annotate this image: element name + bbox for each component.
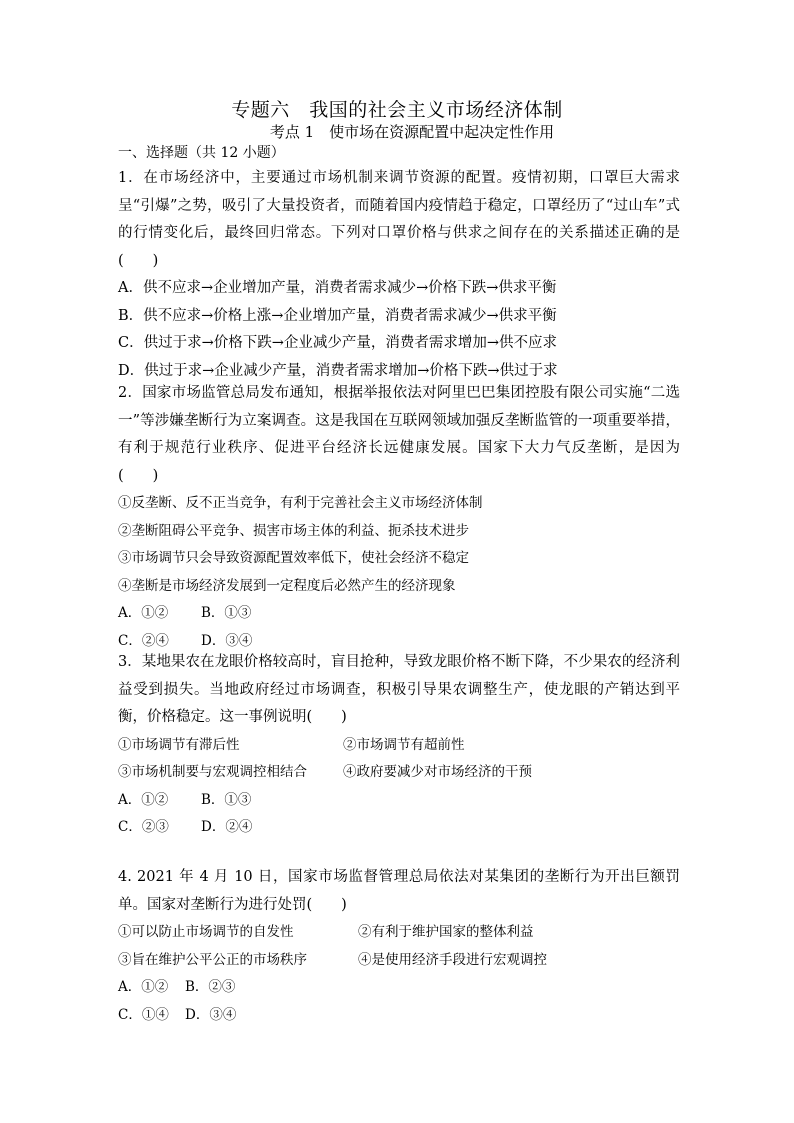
statement-4: ④是使用经济手段进行宏观调控 xyxy=(358,951,547,968)
question-stem: 3．某地果农在龙眼价格较高时，盲目抢种，导致龙眼价格不断下降，不少果农的经济利益受到损失。当地政府经过市场调查，积极引导果农调整生产，使龙眼的产销达到平衡，价格稳定。这一事例说明( ) xyxy=(118,654,680,725)
statement-1: ①可以防止市场调节的自发性 xyxy=(118,924,294,940)
choice-a: A．①② xyxy=(118,979,169,995)
statement-row xyxy=(118,759,680,787)
statement-1: ①反垄断、反不正当竞争，有利于完善社会主义市场经济体制 xyxy=(118,495,483,511)
statement-3: ③旨在维护公平公正的市场秩序 xyxy=(118,951,307,968)
statement-2: ②市场调节有超前性 xyxy=(343,736,465,753)
question-stem: 4. 2021 年 4 月 10 日，国家市场监督管理总局依法对某集团的垄断行为开出巨额罚单。国家对垄断行为进行处罚( ) xyxy=(118,869,680,913)
statement-1: ①市场调节有滞后性 xyxy=(118,736,240,753)
statement-2: ②有利于维护国家的整体利益 xyxy=(358,924,534,940)
choice-row xyxy=(118,814,680,842)
statement-row xyxy=(118,732,680,760)
option-c: C．供过于求→价格下跌→企业减少产量，消费者需求增加→供不应求 xyxy=(118,335,558,351)
statement-row xyxy=(118,947,680,975)
choice-row xyxy=(118,1002,680,1030)
page-subtitle: 考点 1 使市场在资源配置中起决定性作用 xyxy=(269,123,555,141)
option-a: A．供不应求→企业增加产量，消费者需求减少→价格下跌→供求平衡 xyxy=(118,280,557,296)
choice-a: A．①② xyxy=(118,605,169,621)
choice-d: D．③④ xyxy=(201,632,253,649)
choice-c: C．①④ xyxy=(118,1006,169,1023)
choice-b: B．①③ xyxy=(201,791,252,808)
choice-b: B．①③ xyxy=(201,605,252,621)
option-d: D．供过于求→企业减少产量，消费者需求增加→价格下跌→供过于求 xyxy=(118,362,558,379)
question-stem: 2．国家市场监管总局发布通知，根据举报依法对阿里巴巴集团控股有限公司实施“二选一”等涉嫌垄断行为立案调查。这是我国在互联网领域加强反垄断监管的一项重要举措，有利于规范行业秩序、促进平台经济长远健康发展。国家下大力气反垄断，是因为( ) xyxy=(118,385,680,484)
choice-row xyxy=(118,787,680,815)
statement-4: ④垄断是市场经济发展到一定程度后必然产生的经济现象 xyxy=(118,577,456,594)
choice-c: C．②③ xyxy=(118,819,169,835)
statement-4: ④政府要减少对市场经济的干预 xyxy=(343,764,532,780)
question-4 xyxy=(118,864,680,1029)
question-1 xyxy=(118,165,680,385)
choice-row xyxy=(118,600,680,628)
statement-3: ③市场调节只会导致资源配置效率低下，使社会经济不稳定 xyxy=(118,550,469,566)
statement-2: ②垄断阻碍公平竞争、损害市场主体的利益、扼杀技术进步 xyxy=(118,522,469,539)
statement-3: ③市场机制要与宏观调控相结合 xyxy=(118,764,307,780)
choice-d: D．③④ xyxy=(185,1006,237,1023)
statement-row xyxy=(118,919,680,947)
question-3 xyxy=(118,649,680,842)
choice-b: B．②③ xyxy=(185,979,236,995)
question-stem: 1．在市场经济中，主要通过市场机制来调节资源的配置。疫情初期，口罩巨大需求呈“引爆”之势，吸引了大量投资者，而随着国内疫情趋于稳定，口罩经历了“过山车”式的行情变化后，最终回归常态。下列对口罩价格与供求之间存在的关系描述正确的是( ) xyxy=(118,170,680,269)
choice-c: C．②④ xyxy=(118,632,169,649)
question-2 xyxy=(118,380,680,655)
choice-a: A．①② xyxy=(118,791,169,808)
section-heading: 一、选择题（共 12 小题） xyxy=(118,145,285,161)
page-title: 专题六 我国的社会主义市场经济体制 xyxy=(231,99,563,121)
choice-row xyxy=(118,974,680,1002)
option-b: B．供不应求→价格上涨→企业增加产量，消费者需求减少→供求平衡 xyxy=(118,307,557,324)
choice-d: D．②④ xyxy=(201,819,253,835)
